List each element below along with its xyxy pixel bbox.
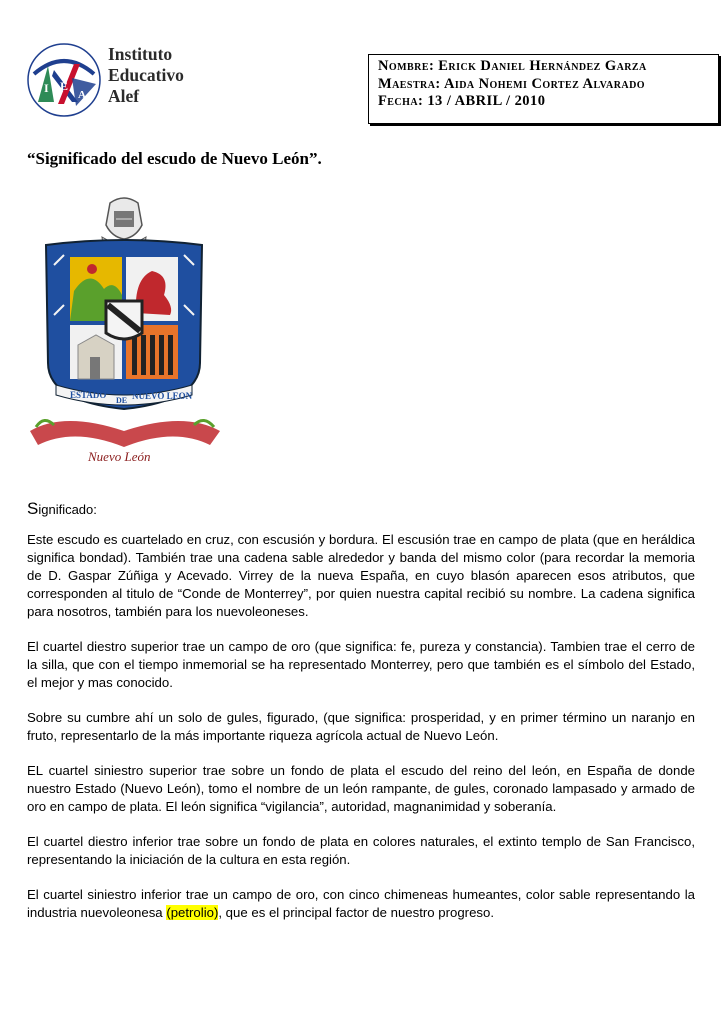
student-info-box xyxy=(368,54,719,124)
paragraph-5: El cuartel diestro inferior trae sobre un fondo de plata en colores naturales, el extinto templo de San Francisco, representando la iniciación de la cultura en esta región. xyxy=(27,834,695,867)
student-name: Nombre: Erick Daniel Hernández Garza xyxy=(378,58,647,74)
paragraph-6-before: El cuartel siniestro inferior trae un campo de oro, con cinco chimeneas humeantes, color sable representando la industria nuevoleonesa xyxy=(27,887,695,920)
document-date: Fecha: 13 / ABRIL / 2010 xyxy=(378,93,546,109)
shield-band-mid: DE xyxy=(116,396,128,405)
document-title: “Significado del escudo de Nuevo León”. xyxy=(27,149,322,168)
teacher-name: Maestra: Aida Nohemi Cortez Alvarado xyxy=(378,75,645,92)
section-heading-rest: ignificado: xyxy=(38,502,97,517)
svg-text:I: I xyxy=(44,81,49,95)
logo-line-1: Instituto xyxy=(108,44,173,64)
section-heading-cap: S xyxy=(27,499,39,518)
paragraph-6-after: , que es el principal factor de nuestro progreso. xyxy=(218,905,494,920)
paragraph-1: Este escudo es cuartelado en cruz, con escusión y bordura. El escusión trae en campo de plata (que en heráldica significa bondad). También trae una cadena sable alrededor y banda del mismo color (para recordar la memoria de D. Gaspar Zúñiga y Acevado. Virrey de la nueva España, en cuyo blasón aparecen esos atributos, que corresponden al titulo de “Conde de Monterrey”, por quien nuestra capital recibió su nombre. La cadena significa para nosotros, también para los nuevoleoneses. xyxy=(27,532,695,619)
paragraph-2: El cuartel diestro superior trae un campo de oro (que significa: fe, pureza y constancia). Tambien trae el cerro de la silla, que con el tiempo inmemorial se ha representado Monterrey, pero que también es el símbolo del Estado, el mejor y mas conocido. xyxy=(27,639,695,690)
logo-wordmark xyxy=(108,44,184,107)
logo-line-3: Alef xyxy=(108,86,140,106)
document-body xyxy=(27,531,695,939)
shield-scroll-text: Nuevo León xyxy=(88,449,151,464)
highlighted-word: (petrolio) xyxy=(166,905,219,920)
shield-band-right: NUEVO LEON xyxy=(132,391,193,401)
shield-band-left: ESTADO xyxy=(70,390,107,400)
section-heading xyxy=(27,499,97,519)
paragraph-4: EL cuartel siniestro superior trae sobre un fondo de plata el escudo del reino del león, en España de donde nuestro Estado (Nuevo León), tomo el nombre de un león rampante, de gules, coronado lampasado y armado de oro en campo de plata. El león significa “vigilancia”, autoridad, magnanimidad y soberanía. xyxy=(27,763,695,814)
logo-line-2: Educativo xyxy=(108,65,184,85)
coat-of-arms-image xyxy=(24,195,224,470)
paragraph-6 xyxy=(27,886,695,922)
school-logo xyxy=(24,40,214,120)
paragraph-3: Sobre su cumbre ahí un solo de gules, figurado, (que significa: prosperidad, y en primer término un naranjo en fruto, representarlo de la más importante riqueza agrícola actual de Nuevo León. xyxy=(27,710,695,743)
svg-text:E: E xyxy=(60,79,69,93)
logo-emblem xyxy=(24,40,104,120)
svg-text:A: A xyxy=(78,89,86,101)
